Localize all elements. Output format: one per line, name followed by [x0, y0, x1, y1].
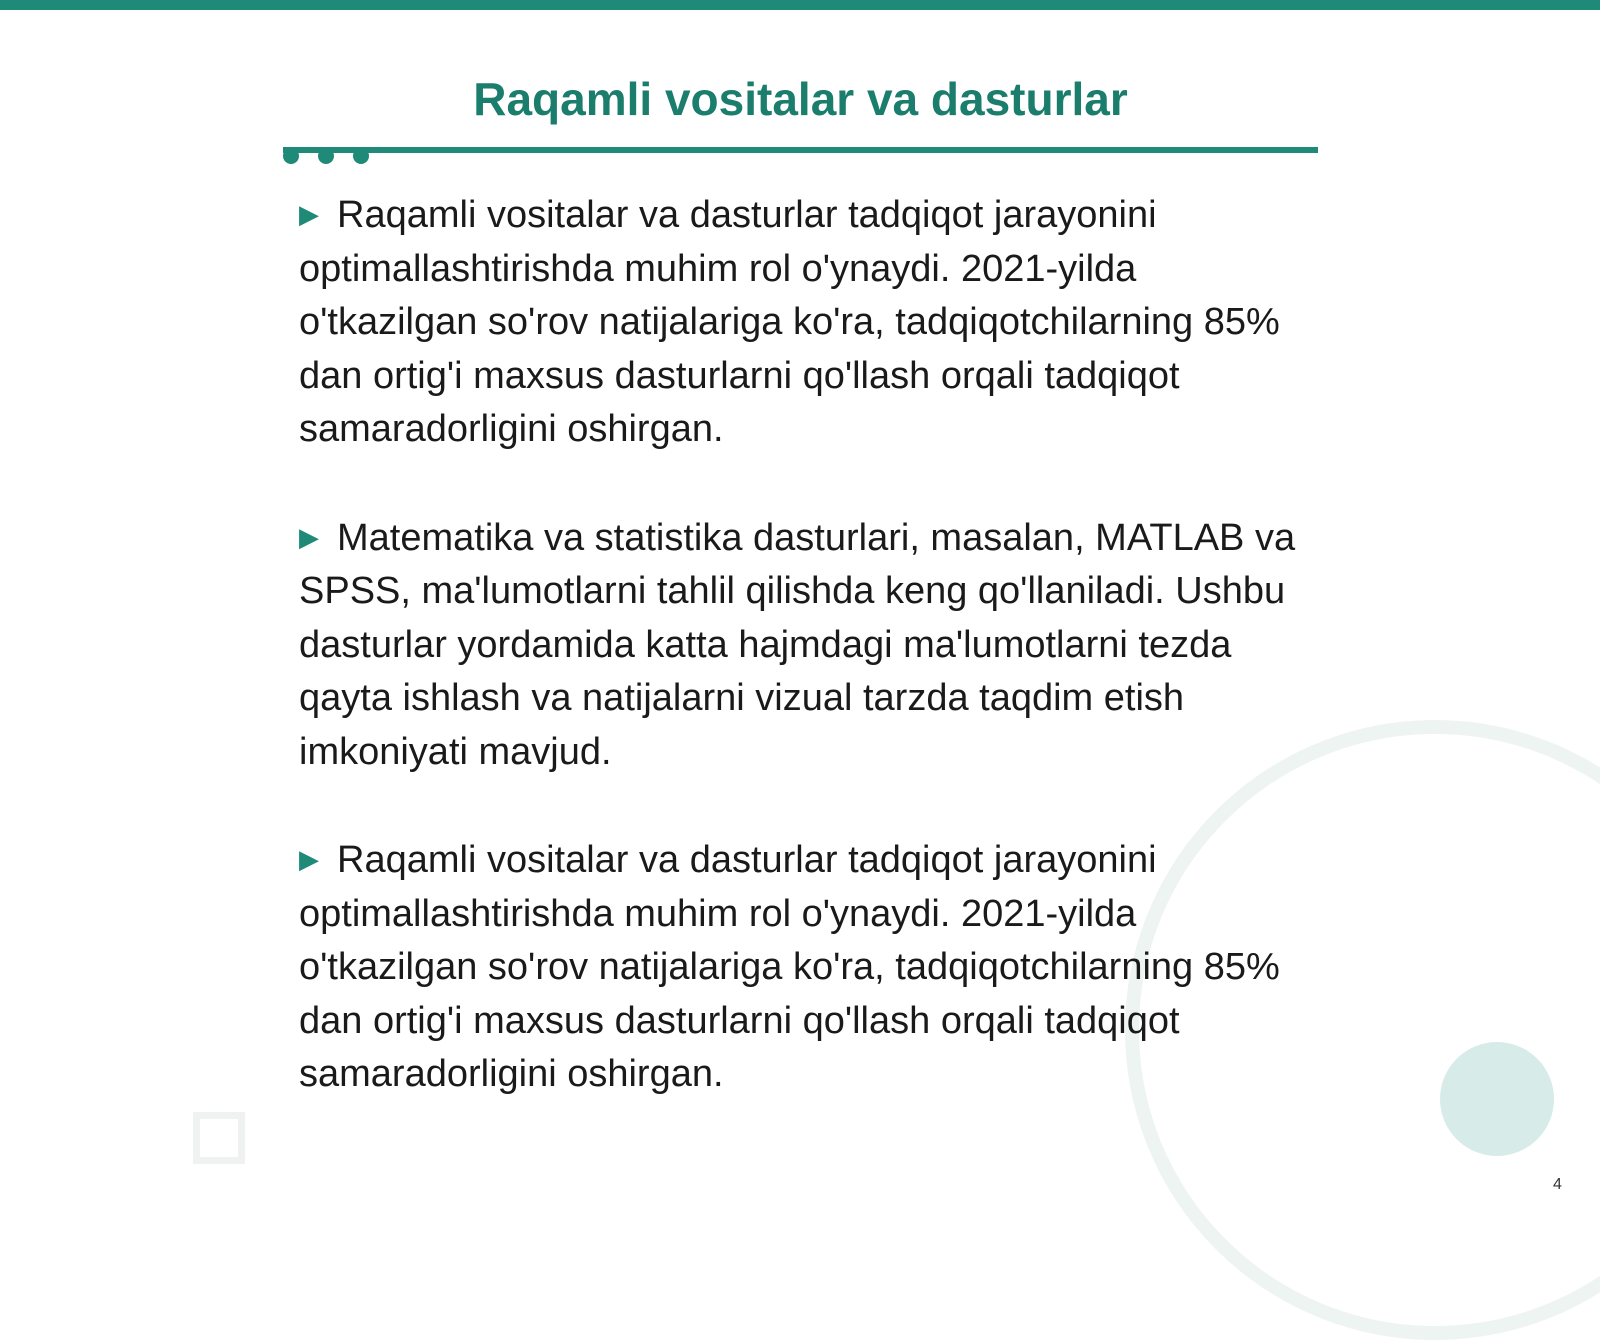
bullet-item: [299, 833, 1319, 1102]
bullet-list: [299, 188, 1319, 1156]
underline-dot: [283, 148, 299, 164]
bullet-text: Raqamli vositalar va dasturlar tadqiqot jarayonini optimallashtirishda muhim rol o'ynaydi. 2021-yilda o'tkazilgan so'rov natijalariga ko'ra, tadqiqotchilarning 85% dan ortig'i maxsus dasturlarni qo'llash orqali tadqiqot samaradorligini oshirgan.: [299, 194, 1280, 450]
top-accent-bar: [0, 0, 1600, 10]
underline-dot: [353, 148, 369, 164]
bullet-item: [299, 188, 1319, 457]
decorative-square: [193, 1112, 245, 1164]
underline-dot: [318, 148, 334, 164]
triangle-right-icon: ▶: [299, 844, 319, 874]
title-underline: [283, 147, 1318, 153]
slide-title: Raqamli vositalar va dasturlar: [473, 73, 1128, 125]
triangle-right-icon: ▶: [299, 199, 319, 229]
page-number: 4: [1553, 1176, 1562, 1193]
triangle-right-icon: ▶: [299, 521, 319, 552]
bullet-item: [299, 511, 1319, 780]
decorative-circle: [1440, 1042, 1554, 1156]
bullet-text: Raqamli vositalar va dasturlar tadqiqot jarayonini optimallashtirishda muhim rol o'ynaydi. 2021-yilda o'tkazilgan so'rov natijalariga ko'ra, tadqiqotchilarning 85% dan ortig'i maxsus dasturlarni qo'llash orqali tadqiqot samaradorligini oshirgan.: [299, 839, 1280, 1095]
bullet-text: Matematika va statistika dasturlari, masalan, MATLAB va SPSS, ma'lumotlarni tahlil qilishda keng qo'llaniladi. Ushbu dasturlar yordamida katta hajmdagi ma'lumotlarni tezda qayta ishlash va natijalarni vizual tarzda taqdim etish imkoniyati mavjud.: [299, 516, 1296, 773]
